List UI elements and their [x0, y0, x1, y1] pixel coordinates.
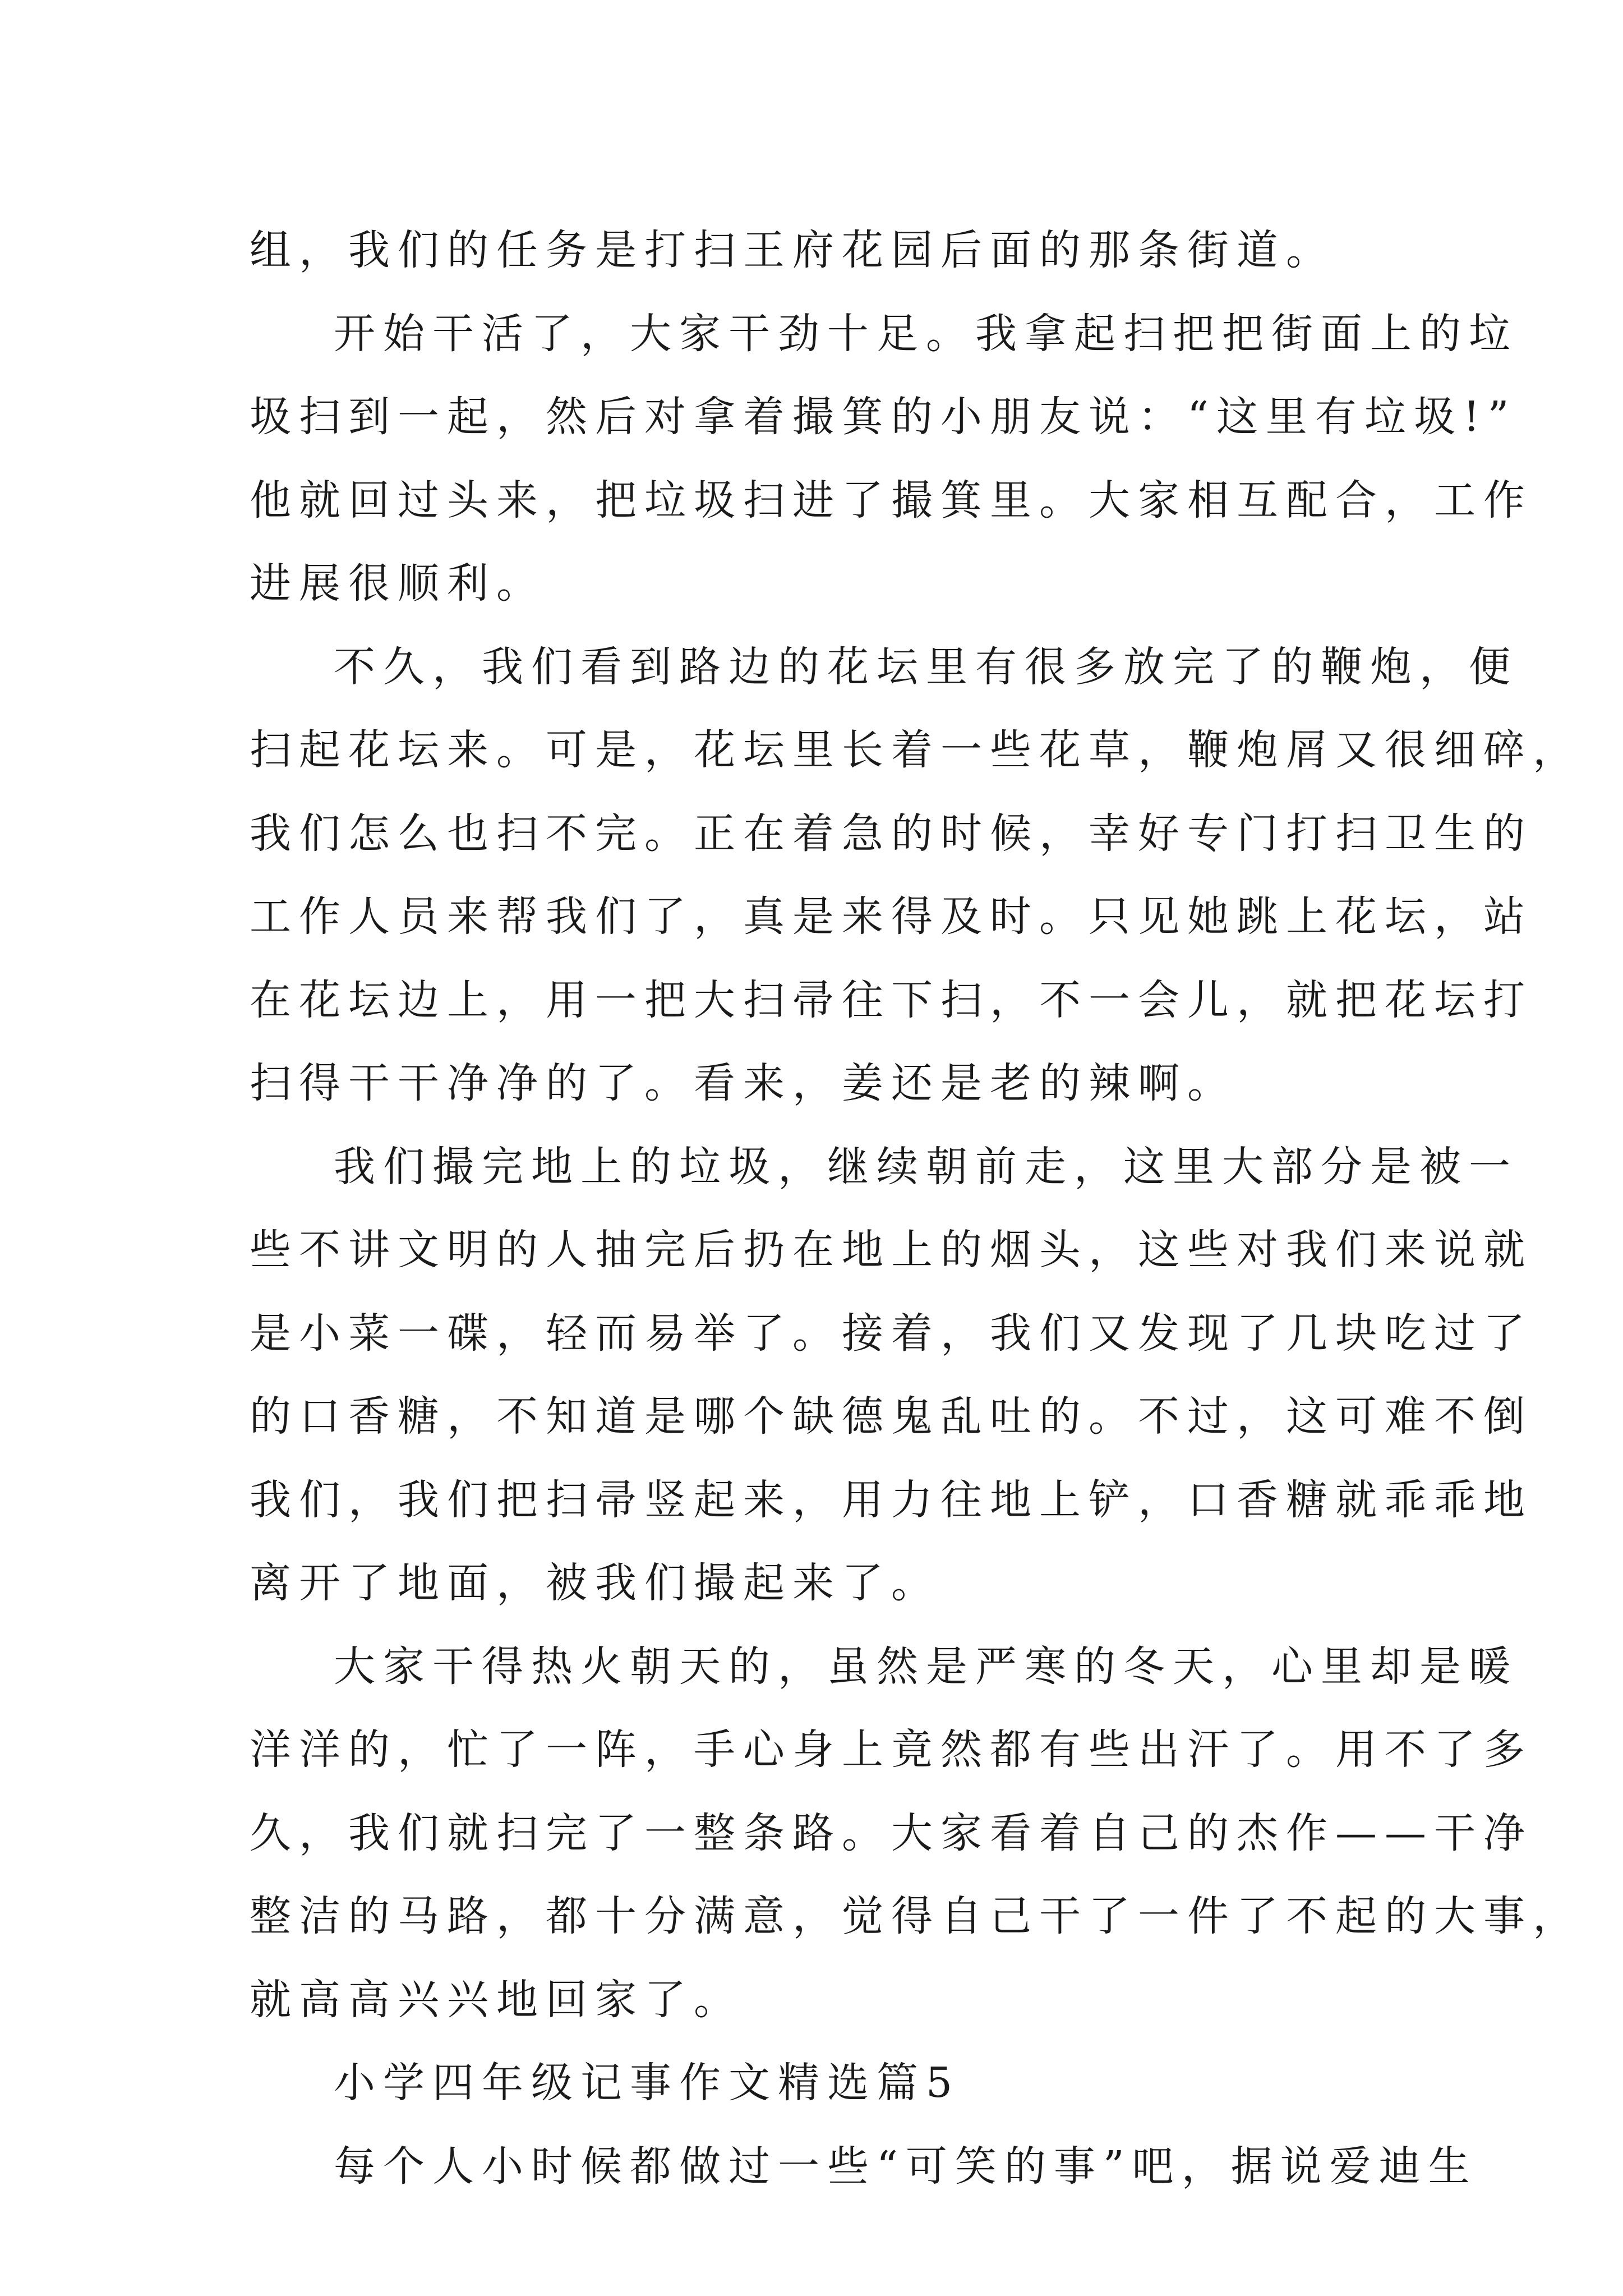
text-line: 在花坛边上，用一把大扫帚往下扫，不一会儿，就把花坛打 [250, 976, 1533, 1024]
text-line: 工作人员来帮我们了，真是来得及时。只见她跳上花坛，站 [250, 892, 1533, 941]
section-heading: 小学四年级记事作文精选篇5 [334, 2059, 961, 2107]
text-line: 扫得干干净净的了。看来，姜还是老的辣啊。 [250, 1059, 1237, 1107]
text-line: 我们怎么也扫不完。正在着急的时候，幸好专门打扫卫生的 [250, 809, 1533, 858]
text-line: 久，我们就扫完了一整条路。大家看着自己的杰作——干净 [250, 1809, 1533, 1857]
text-line: 我们，我们把扫帚竖起来，用力往地上铲，口香糖就乖乖地 [250, 1475, 1533, 1524]
text-line: 扫起花坛来。可是，花坛里长着一些花草，鞭炮屑又很细碎， [250, 726, 1582, 774]
text-line: 些不讲文明的人抽完后扔在地上的烟头，这些对我们来说就 [250, 1226, 1533, 1274]
text-line: 离开了地面，被我们撮起来了。 [250, 1559, 940, 1607]
text-line: 圾扫到一起，然后对拿着撮箕的小朋友说：“这里有垃圾!” [250, 393, 1517, 441]
paragraph-start-line: 不久，我们看到路边的花坛里有很多放完了的鞭炮，便 [334, 642, 1518, 691]
document-body [250, 209, 1582, 2208]
paragraph-start-line: 开始干活了，大家干劲十足。我拿起扫把把街面上的垃 [334, 309, 1518, 358]
text-line: 他就回过头来，把垃圾扫进了撮箕里。大家相互配合，工作 [250, 476, 1533, 524]
text-line: 的口香糖，不知道是哪个缺德鬼乱吐的。不过，这可难不倒 [250, 1392, 1533, 1441]
text-line: 进展很顺利。 [250, 559, 546, 608]
paragraph-start-line: 大家干得热火朝天的，虽然是严寒的冬天，心里却是暖 [334, 1642, 1518, 1691]
text-line: 是小菜一碟，轻而易举了。接着，我们又发现了几块吃过了 [250, 1309, 1533, 1358]
paragraph-start-line: 我们撮完地上的垃圾，继续朝前走，这里大部分是被一 [334, 1142, 1518, 1191]
text-line: 就高高兴兴地回家了。 [250, 1975, 743, 2024]
text-line: 洋洋的，忙了一阵，手心身上竟然都有些出汗了。用不了多 [250, 1726, 1533, 1774]
paragraph-start-line: 每个人小时候都做过一些“可笑的事”吧，据说爱迪生 [334, 2142, 1478, 2191]
text-line: 整洁的马路，都十分满意，觉得自己干了一件了不起的大事， [250, 1892, 1582, 1940]
text-line: 组，我们的任务是打扫王府花园后面的那条街道。 [250, 226, 1335, 274]
